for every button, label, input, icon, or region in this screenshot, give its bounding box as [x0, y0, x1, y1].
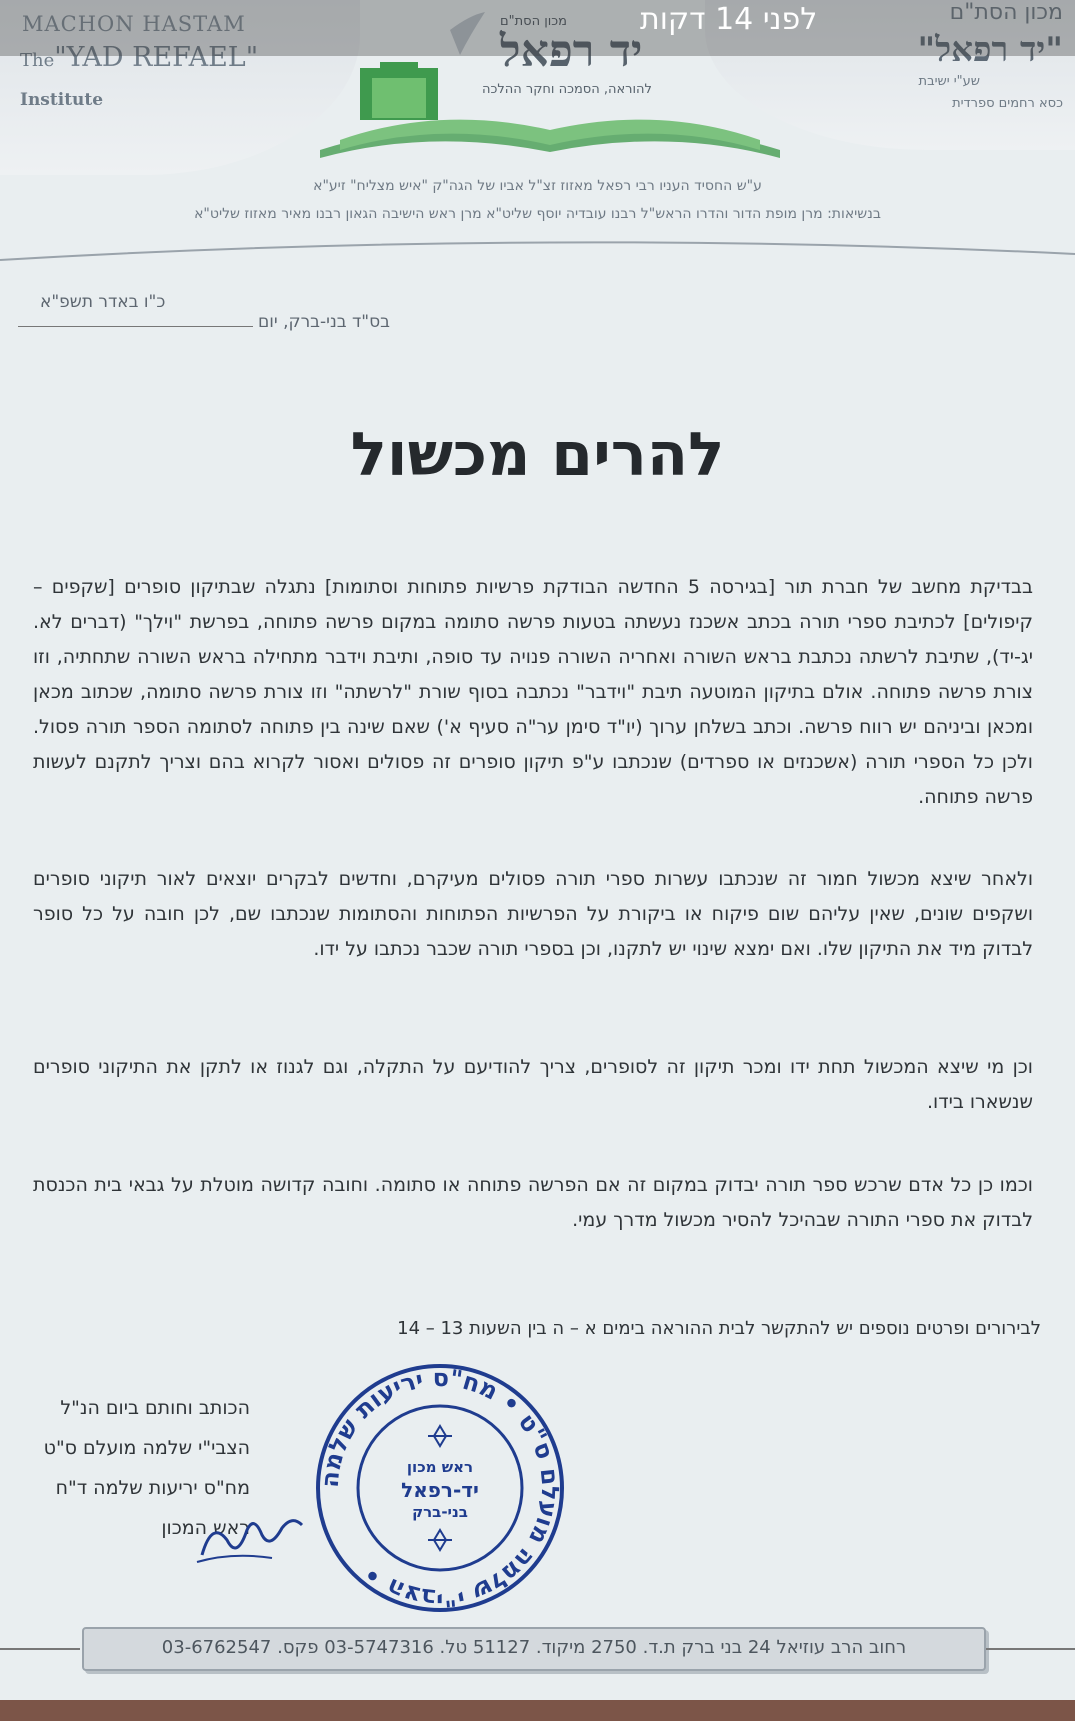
latin-the: The: [20, 50, 55, 71]
footer-rule-left: [0, 1648, 80, 1650]
stamp-line-3: בני-ברק: [412, 1503, 468, 1521]
logo-small-text: מכון הסת"ם: [500, 14, 567, 29]
heb-right-name: "יד רפאל": [917, 30, 1063, 70]
background-strip: [0, 1700, 1075, 1721]
logo-title: יד רפאל: [500, 26, 643, 77]
signature-line-4: ראש המכון: [161, 1517, 250, 1539]
heb-right-sub1: שע"י ישיבת: [918, 74, 980, 89]
footer-address-bar: [82, 1627, 986, 1671]
paragraph-1: בבדיקת מחשב של חברת תור [בגירסה 5 החדשה הבודקת פרשיות פתוחות וסתומות] נתגלה שבתיקון סופרים [שקפים – קיפולים] לכתיבת ספרי תורה בכתב אשכנז נעשתה בטעות פרשה סתומה במקום פרשה פתוחה, בפרשת "וילך" (דברים לא. יג-יד), שתיבת לרשתה נכתבת בראש השורה ואחריה השורה פנויה עד סופה, ותיבת וידבר מתחילה בראש השורה שתחתיה, וזו צורת פרשה פתוחה. אולם בתיקון המוטעה תיבת "וידבר" נכתבה בסוף שורת "לרשתה" וזו צורת פרשה סתומה, שכתוב מכאן ומכאן וביניהם יש רווח פרשה. וכתב בשלחן ערוך (יו"ד סימן ער"ה סעיף א') שאם שינה בין פתוחה לסתומה הספר תורה פסול. ולכן כל הספרי תורה (אשכנזים או ספרדים) שנכתבו ע"פ תיקון סופרים זה פסולים ואסור לקרוא בהם וצריך לתקנם לעשות פרשה פתוחה.: [33, 576, 1033, 808]
logo-subtitle: להוראה, הסמכה וחקר ההלכה: [482, 82, 652, 97]
date-handwritten: כ"ו באדר תשפ"א: [40, 292, 166, 312]
paragraph-4: וכמו כן כל אדם שרכש ספר תורה יבדוק במקום זה אם הפרשה פתוחה או סתומה. וחובה קדושה מוטלת על גבאי בית הכנסת לבדוק את ספרי התורה שבהיכל להסיר מכשול מדרך עמי.: [33, 1174, 1033, 1231]
latin-institute-line1: MACHON HASTAM: [22, 12, 246, 36]
heb-right-small: מכון הסת"ם: [949, 0, 1063, 25]
date-line: [18, 326, 253, 327]
stamp-line-1: ראש מכון: [406, 1458, 474, 1476]
footer-address: רחוב הרב עוזיאל 24 בני ברק ת.ד. 2750 מיקוד. 51127 טל. 03-5747316 פקס. 03-6762547: [161, 1637, 907, 1658]
official-stamp: [310, 1358, 570, 1618]
status-notification-bar: [0, 0, 1075, 56]
time-ago-text: לפני 14 דקות: [640, 2, 818, 37]
header-divider: [0, 232, 1075, 272]
contact-line: לבירורים ופרטים נוספים יש להתקשר לבית ההוראה בימים א – ה בין השעות 13 – 14: [397, 1318, 1041, 1339]
signature-line-2: הצבי"י שלמה מועלם ס"ט: [43, 1437, 250, 1459]
latin-institute-line3: Institute: [20, 90, 104, 110]
footer-rule-right: [986, 1648, 1075, 1650]
presidency-line: בנשיאות: מרן מופת הדור והדרו הראש"ל רבנו עובדיה יוסף שליט"א מרן ראש הישיבה הגאון רבנו מאיר מאזוז שליט"א: [194, 206, 881, 222]
handwritten-signature-icon: [192, 1500, 312, 1570]
signature-line-1: הכותב וחותם ביום הנ"ל: [60, 1397, 250, 1419]
date-label: בס"ד בני-ברק, יום: [258, 312, 390, 332]
paragraph-3: וכן מי שיצא המכשול תחת ידו ומכר תיקון זה לסופרים, צריך להודיעם על התקלה, וגם לגנוז או לתקן את התיקוני סופרים שנשארו בידו.: [33, 1056, 1033, 1113]
heb-right-sub2: כסא רחמים ספרדית: [952, 96, 1063, 111]
page-title: להרים מכשול: [350, 420, 725, 490]
stamp-ring-text: הצבי"י שלמה מועלם ס"ט • מח"ס יריעות שלמה •: [315, 1363, 565, 1613]
stamp-line-2: יד-רפאל: [401, 1478, 479, 1502]
signature-line-3: מח"ס יריעות שלמה ד"ח: [55, 1477, 250, 1499]
latin-yad-refael: "YAD REFAEL": [54, 42, 259, 73]
founder-line: ע"ש החסיד העניו רבי רפאל מאזוז זצ"ל אביו של הגה"ק "איש מצליח" זיע"א: [313, 178, 762, 194]
paragraph-2: ולאחר שיצא מכשול חמור זה שנכתבו עשרות ספרי תורה פסולים מעיקרם, וחדשים לבקרים יוצאים לאור תיקוני סופרים ושקפים שונים, שאין עליהם שום פיקוח או ביקורת על הפרשיות הפתוחות והסתומות שנכתבו שם, לכן חובה על כל סופר לבדוק מיד את התיקון שלו. ואם ימצא שינוי יש לתקנו, וכן בספרי תורה שכבר נכתבו על ידו.: [33, 868, 1033, 960]
